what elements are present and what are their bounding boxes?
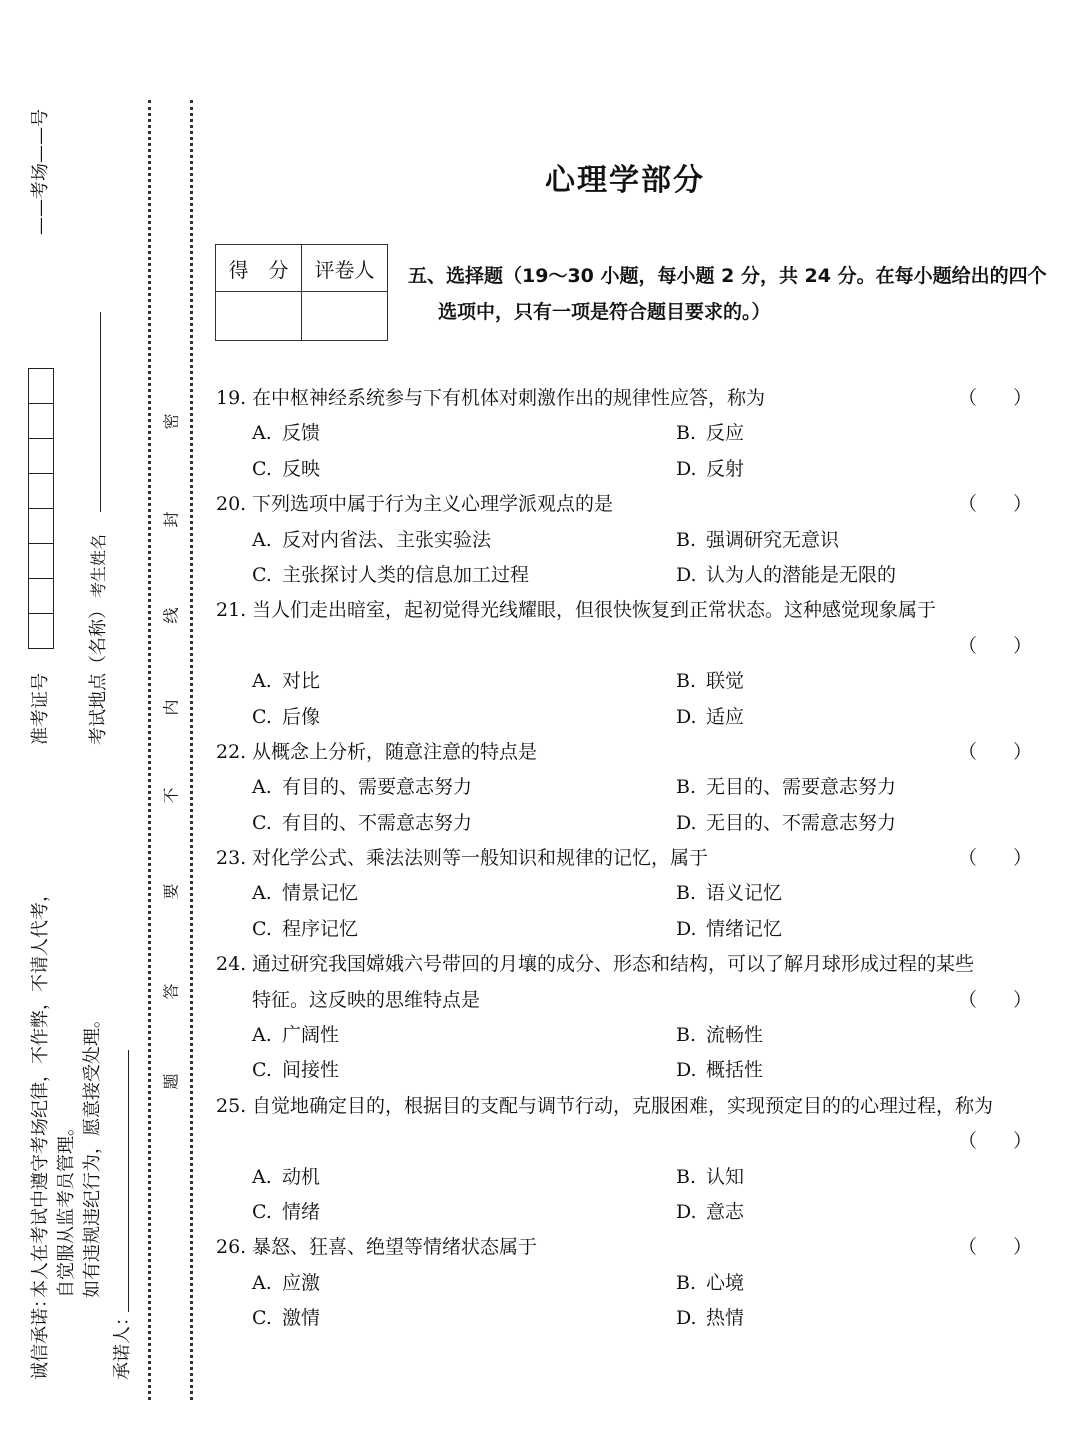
option-item <box>252 1301 320 1336</box>
option-item <box>676 664 744 699</box>
question-item <box>216 1089 1046 1231</box>
question-stem-line <box>216 841 1046 876</box>
question-stem-line <box>216 629 1046 664</box>
option-letter: B. <box>676 670 697 693</box>
score-table <box>215 244 388 341</box>
cut-char: 封 <box>161 511 181 528</box>
option-text: 无目的、不需意志努力 <box>706 811 897 834</box>
option-text: 认知 <box>706 1165 745 1188</box>
pledge-line-3: 如有违规违纪行为，愿意接受处理。 <box>82 1010 103 1298</box>
question-number: 23. <box>216 847 247 870</box>
question-number: 20. <box>216 493 247 516</box>
grader-label: 评卷人 <box>302 245 388 292</box>
question-number: 21. <box>216 599 247 622</box>
answer-bracket-left: （ <box>957 847 977 870</box>
answer-bracket-right: ） <box>1012 847 1032 870</box>
exam-site-line[interactable] <box>100 312 101 512</box>
option-item <box>676 1160 744 1195</box>
option-item <box>252 1266 320 1301</box>
option-letter: A. <box>252 776 272 799</box>
option-text: 有目的、不需意志努力 <box>282 811 473 834</box>
option-row <box>216 700 1046 735</box>
cut-char: 题 <box>161 1073 181 1090</box>
seat-number-boxes[interactable] <box>28 368 54 649</box>
question-stem-line <box>216 1124 1046 1159</box>
question-number: 25. <box>216 1094 247 1117</box>
option-letter: C. <box>252 563 272 586</box>
answer-bracket-right: ） <box>1012 634 1032 657</box>
option-row <box>216 770 1046 805</box>
option-text: 联觉 <box>706 670 745 693</box>
answer-bracket[interactable] <box>958 983 1032 1018</box>
question-item <box>216 947 1046 1089</box>
option-text: 后像 <box>282 705 321 728</box>
option-item <box>252 558 529 593</box>
option-item <box>252 806 472 841</box>
option-item <box>676 806 896 841</box>
option-letter: C. <box>252 705 272 728</box>
option-row <box>216 1018 1046 1053</box>
option-letter: C. <box>252 1307 272 1330</box>
option-text: 间接性 <box>282 1059 340 1082</box>
cut-char: 答 <box>161 983 181 1000</box>
question-number: 19. <box>216 387 247 409</box>
option-text: 动机 <box>282 1165 321 1188</box>
option-item <box>252 523 491 558</box>
option-text: 激情 <box>282 1307 321 1330</box>
question-number: 26. <box>216 1236 247 1259</box>
option-letter: A. <box>252 528 272 551</box>
option-letter: B. <box>676 1271 697 1294</box>
option-text: 心境 <box>706 1271 745 1294</box>
option-text: 适应 <box>706 705 745 728</box>
option-letter: B. <box>676 422 697 445</box>
option-text: 流畅性 <box>706 1024 764 1047</box>
answer-bracket[interactable] <box>958 1230 1032 1265</box>
answer-bracket-left: （ <box>957 387 977 409</box>
option-row <box>216 1053 1046 1088</box>
option-letter: C. <box>252 1059 272 1082</box>
question-stem-text: 下列选项中属于行为主义心理学派观点的是 <box>252 493 614 516</box>
option-item <box>252 664 320 699</box>
option-letter: A. <box>252 1271 272 1294</box>
option-row <box>216 416 1046 451</box>
signer-label: 承诺人： <box>112 1308 133 1380</box>
answer-bracket-right: ） <box>1012 1236 1032 1259</box>
option-text: 无目的、需要意志努力 <box>706 776 897 799</box>
option-item <box>676 416 744 451</box>
question-number: 22. <box>216 740 247 763</box>
signer-line[interactable] <box>128 1050 129 1312</box>
option-letter: B. <box>676 776 697 799</box>
option-row <box>216 1160 1046 1195</box>
section-heading <box>408 258 1048 330</box>
answer-bracket-right: ） <box>1012 988 1032 1011</box>
question-stem-line <box>216 487 1046 522</box>
question-stem-line <box>216 1089 1046 1124</box>
option-item <box>252 1160 320 1195</box>
option-item <box>676 1266 744 1301</box>
option-text: 热情 <box>706 1307 745 1330</box>
option-row <box>216 452 1046 487</box>
option-item <box>252 876 358 911</box>
option-row <box>216 912 1046 947</box>
option-letter: A. <box>252 1165 272 1188</box>
option-text: 概括性 <box>706 1059 764 1082</box>
question-stem-text: 从概念上分析，随意注意的特点是 <box>252 740 538 763</box>
option-letter: D. <box>676 917 697 940</box>
option-text: 认为人的潜能是无限的 <box>706 563 897 586</box>
option-letter: A. <box>252 1024 272 1047</box>
option-item <box>252 1195 320 1230</box>
option-item <box>676 523 839 558</box>
answer-bracket-left: （ <box>957 988 977 1011</box>
question-list <box>216 381 1046 1337</box>
option-row <box>216 523 1046 558</box>
option-letter: C. <box>252 1200 272 1223</box>
section-heading-line-1: 五、选择题（19～30 小题，每小题 2 分，共 24 分。在每小题给出的四个 <box>408 265 1047 287</box>
option-item <box>252 700 320 735</box>
option-letter: A. <box>252 670 272 693</box>
option-letter: D. <box>676 705 697 728</box>
question-item <box>216 487 1046 593</box>
option-item <box>676 876 782 911</box>
option-letter: D. <box>676 811 697 834</box>
option-item <box>676 1018 763 1053</box>
question-item <box>216 593 1046 735</box>
option-text: 主张探讨人类的信息加工过程 <box>282 563 530 586</box>
option-row <box>216 664 1046 699</box>
option-letter: C. <box>252 811 272 834</box>
option-letter: B. <box>676 1024 697 1047</box>
question-item <box>216 735 1046 841</box>
cut-char: 内 <box>161 699 181 716</box>
question-number: 24. <box>216 953 247 976</box>
cut-line-outer <box>148 100 151 1400</box>
question-stem-text: 特征。这反映的思维特点是 <box>252 988 481 1011</box>
question-stem-text: 暴怒、狂喜、绝望等情绪状态属于 <box>252 1236 538 1259</box>
cut-line-inner <box>190 100 193 1400</box>
option-letter: A. <box>252 422 272 445</box>
answer-bracket[interactable] <box>958 381 1032 416</box>
question-stem-text: 自觉地确定目的，根据目的支配与调节行动，克服困难，实现预定目的的心理过程，称为 <box>252 1094 994 1117</box>
option-row <box>216 1195 1046 1230</box>
option-text: 语义记忆 <box>706 882 783 905</box>
option-text: 反馈 <box>282 422 321 445</box>
answer-bracket-left: （ <box>957 1130 977 1153</box>
question-stem-line <box>216 381 1046 416</box>
option-item <box>252 1053 339 1088</box>
option-item <box>676 1195 744 1230</box>
option-letter: C. <box>252 917 272 940</box>
option-text: 应激 <box>282 1271 321 1294</box>
option-text: 有目的、需要意志努力 <box>282 776 473 799</box>
answer-bracket-left: （ <box>957 493 977 516</box>
option-item <box>252 416 320 451</box>
question-stem-line <box>216 593 1046 628</box>
score-input-cell[interactable] <box>216 292 302 341</box>
answer-bracket-right: ） <box>1012 1130 1032 1153</box>
option-item <box>252 1018 339 1053</box>
cut-char: 要 <box>161 883 181 900</box>
pledge-title: 诚信承诺： <box>30 1290 51 1380</box>
cut-char: 线 <box>161 607 181 624</box>
option-row <box>216 876 1046 911</box>
pledge-line-1: 本人在考试中遵守考场纪律，不作弊，不请人代考， <box>30 884 51 1298</box>
option-item <box>676 558 896 593</box>
question-stem-line <box>216 947 1046 982</box>
page-title: 心理学部分 <box>545 163 705 198</box>
answer-bracket[interactable] <box>958 487 1032 522</box>
question-stem-line <box>216 1230 1046 1265</box>
option-letter: D. <box>676 1200 697 1223</box>
option-item <box>252 912 358 947</box>
option-row <box>216 558 1046 593</box>
option-row <box>216 1266 1046 1301</box>
option-text: 情绪 <box>282 1200 321 1223</box>
section-heading-line-2: 选项中，只有一项是符合题目要求的。） <box>438 301 771 323</box>
option-item <box>676 770 896 805</box>
option-text: 反应 <box>706 422 745 445</box>
question-stem-text: 在中枢神经系统参与下有机体对刺激作出的规律性应答，称为 <box>252 387 766 409</box>
option-text: 反射 <box>706 457 745 480</box>
option-text: 强调研究无意识 <box>706 528 840 551</box>
option-item <box>676 452 744 487</box>
question-item <box>216 381 1046 487</box>
option-letter: D. <box>676 1059 697 1082</box>
option-item <box>252 452 320 487</box>
question-stem-line <box>216 983 1046 1018</box>
option-row <box>216 806 1046 841</box>
option-letter: B. <box>676 1165 697 1188</box>
answer-bracket-left: （ <box>957 740 977 763</box>
option-item <box>676 912 782 947</box>
option-text: 广阔性 <box>282 1024 340 1047</box>
option-text: 情绪记忆 <box>706 917 783 940</box>
option-text: 程序记忆 <box>282 917 359 940</box>
exam-room-label: ——考场——号 <box>30 109 51 235</box>
answer-bracket-right: ） <box>1012 740 1032 763</box>
question-item <box>216 1230 1046 1336</box>
cut-char: 不 <box>161 787 181 804</box>
option-item <box>252 770 472 805</box>
answer-bracket-right: ） <box>1012 387 1032 409</box>
option-text: 意志 <box>706 1200 745 1223</box>
question-stem-text: 对化学公式、乘法法则等一般知识和规律的记忆，属于 <box>252 847 709 870</box>
option-item <box>676 700 744 735</box>
option-letter: D. <box>676 563 697 586</box>
option-text: 情景记忆 <box>282 882 359 905</box>
question-stem-text: 通过研究我国嫦娥六号带回的月壤的成分、形态和结构，可以了解月球形成过程的某些 <box>252 953 975 976</box>
question-item <box>216 841 1046 947</box>
seat-number-label: 准考证号 <box>30 673 51 745</box>
score-label: 得 分 <box>216 245 302 292</box>
option-letter: B. <box>676 528 697 551</box>
answer-bracket-left: （ <box>957 634 977 657</box>
pledge-line-2: 自觉服从监考员管理。 <box>56 1118 77 1298</box>
option-text: 反映 <box>282 457 321 480</box>
answer-bracket-left: （ <box>957 1236 977 1259</box>
option-letter: D. <box>676 1307 697 1330</box>
question-stem-line <box>216 735 1046 770</box>
option-text: 反对内省法、主张实验法 <box>282 528 492 551</box>
option-letter: B. <box>676 882 697 905</box>
grader-input-cell[interactable] <box>302 292 388 341</box>
option-text: 对比 <box>282 670 321 693</box>
option-letter: C. <box>252 457 272 480</box>
exam-site-label: 考试地点（名称） <box>88 601 109 745</box>
option-letter: D. <box>676 457 697 480</box>
option-item <box>676 1301 744 1336</box>
student-name-label: 考生姓名 <box>89 533 108 598</box>
answer-bracket[interactable] <box>958 1124 1032 1159</box>
question-stem-text: 当人们走出暗室，起初觉得光线耀眼，但很快恢复到正常状态。这种感觉现象属于 <box>252 599 937 622</box>
option-letter: A. <box>252 882 272 905</box>
option-item <box>676 1053 763 1088</box>
option-row <box>216 1301 1046 1336</box>
cut-char: 密 <box>161 413 181 430</box>
answer-bracket-right: ） <box>1012 493 1032 516</box>
answer-bracket[interactable] <box>958 841 1032 876</box>
answer-bracket[interactable] <box>958 735 1032 770</box>
answer-bracket[interactable] <box>958 629 1032 664</box>
